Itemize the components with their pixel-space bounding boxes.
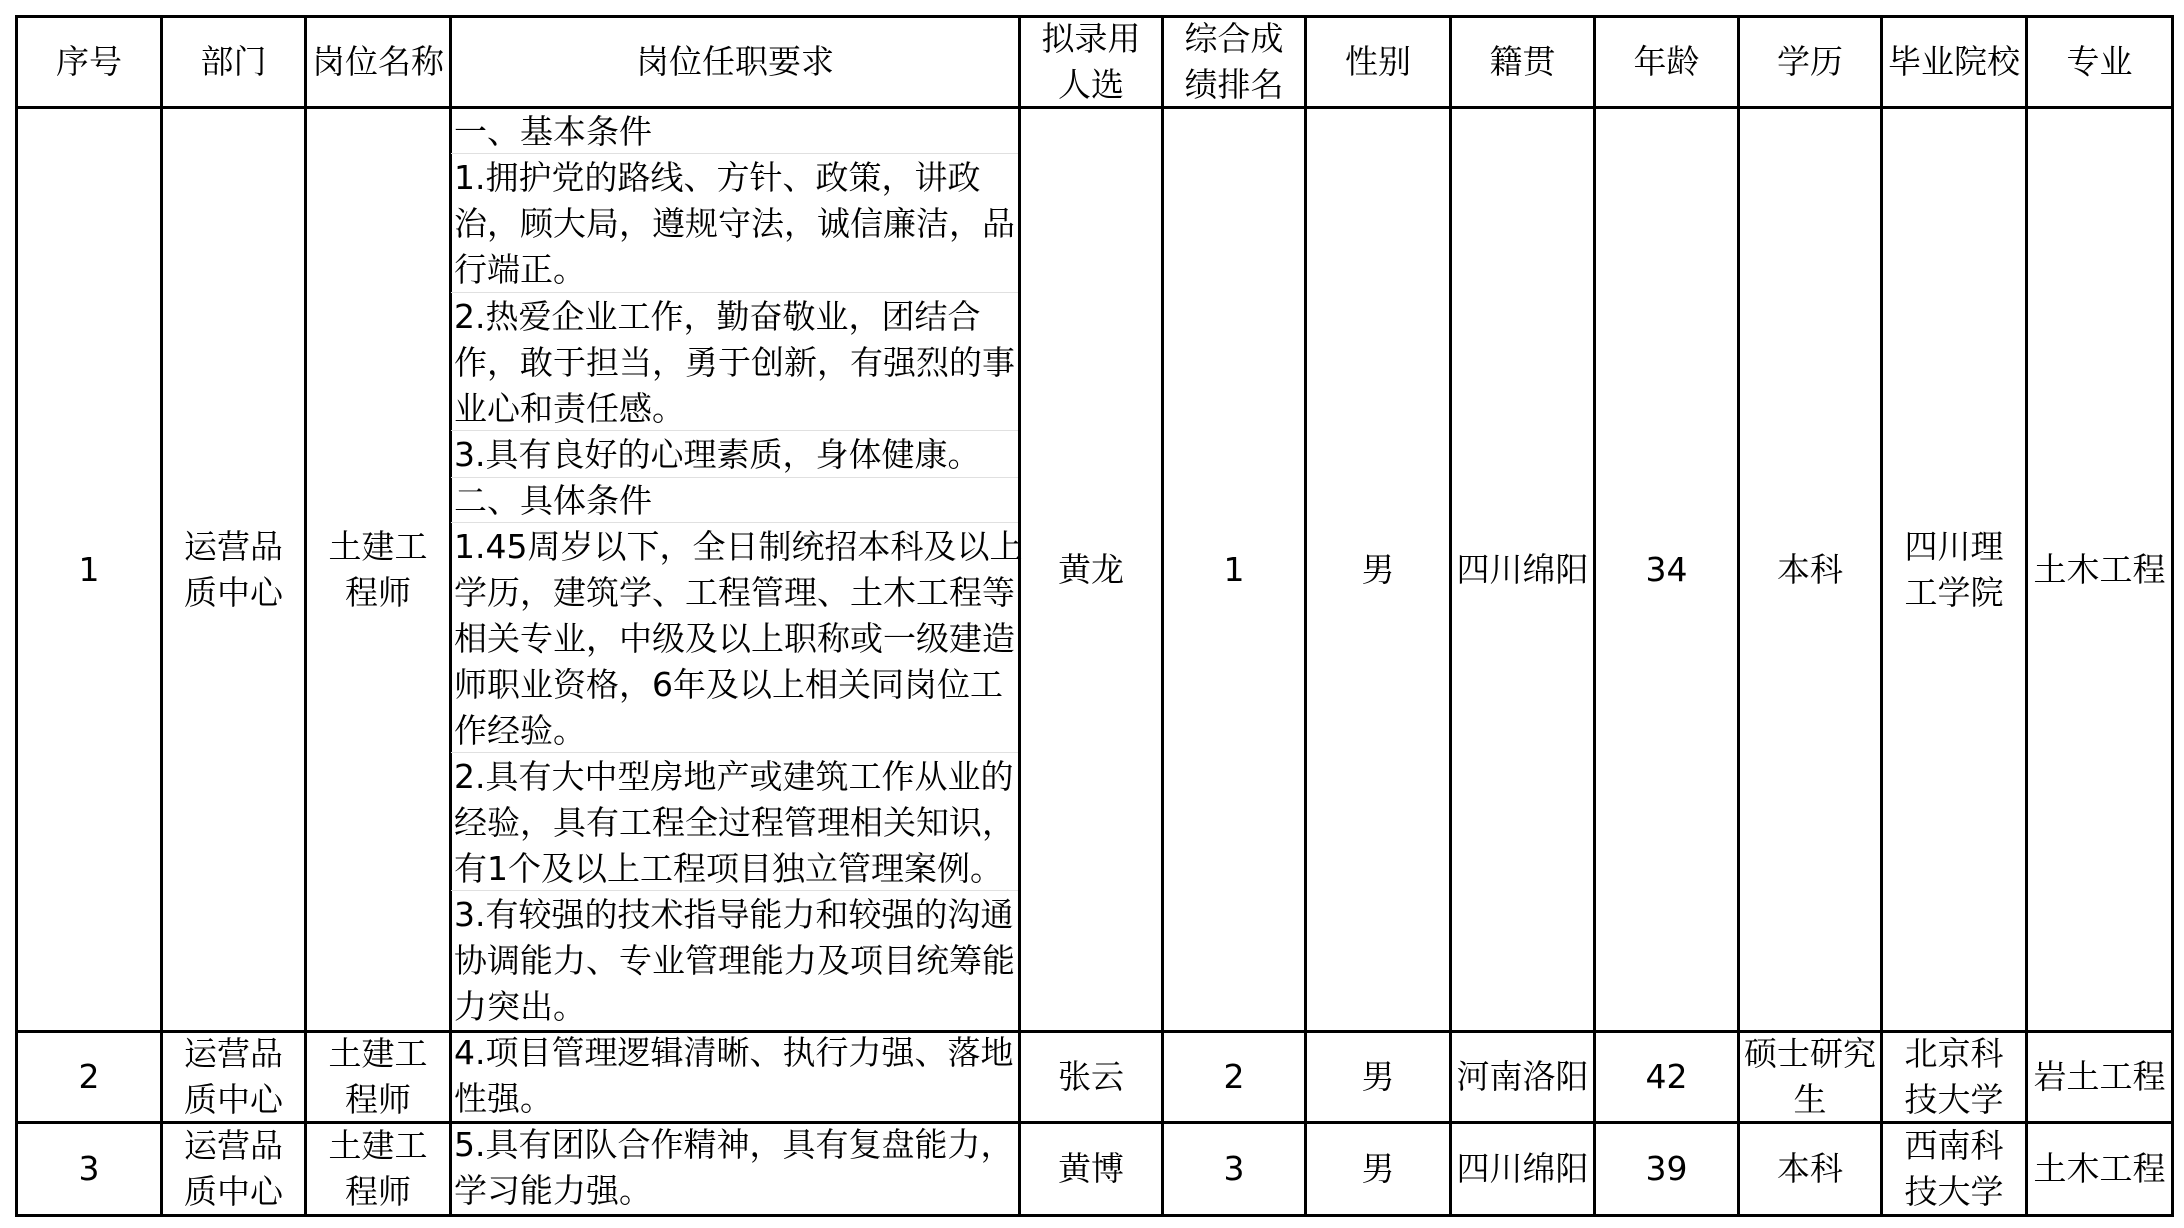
header-dept: 部门 (200, 42, 267, 81)
row3-origin: 四川绵阳 (1456, 1149, 1589, 1188)
header-seq: 序号 (56, 42, 122, 81)
req-line: 3.具有良好的心理素质，身体健康。 (454, 435, 981, 474)
req-line: 1.拥护党的路线、方针、政策，讲政 (454, 158, 981, 197)
header-origin: 籍贯 (1489, 42, 1556, 81)
row1-seq: 1 (78, 549, 100, 589)
row1-candidate: 黄龙 (1058, 549, 1124, 589)
row3-dept: 运营品质中心 (184, 1126, 283, 1211)
req-line: 学习能力强。 (454, 1171, 652, 1210)
row2-rank: 2 (1223, 1057, 1245, 1096)
row2-post: 土建工程师 (328, 1034, 428, 1119)
req-specific-5 (453, 1122, 1014, 1214)
grid-line (2171, 15, 2174, 1217)
req-basic-3 (453, 432, 981, 478)
req-line: 性强。 (454, 1079, 553, 1118)
req-line: 5.具有团队合作精神，具有复盘能力， (454, 1125, 1014, 1164)
req-basic-2 (453, 294, 1015, 432)
req-line: 2.热爱企业工作，勤奋敬业，团结合 (454, 297, 981, 336)
row3-gender: 男 (1361, 1149, 1395, 1188)
req-line: 力突出。 (454, 987, 586, 1026)
req-specific-1 (453, 524, 1022, 754)
row1-gender: 男 (1361, 549, 1395, 589)
row2-seq: 2 (78, 1057, 100, 1096)
row3-rank: 3 (1223, 1149, 1245, 1188)
req-line: 学历，建筑学、工程管理、土木工程等 (454, 573, 1015, 612)
req-specific-heading (453, 478, 652, 524)
row3-major: 土木工程 (2033, 1149, 2166, 1188)
req-line: 有1个及以上工程项目独立管理案例。 (454, 849, 1003, 888)
row3-age: 39 (1645, 1149, 1688, 1188)
row1-dept: 运营品质中心 (184, 526, 283, 612)
header-requirements: 岗位任职要求 (636, 42, 834, 81)
row1-major: 土木工程 (2033, 549, 2166, 589)
header-education: 学历 (1777, 42, 1843, 81)
row1-age: 34 (1645, 549, 1688, 589)
row1-rank: 1 (1223, 549, 1245, 589)
req-line: 1.45周岁以下，全日制统招本科及以上 (454, 527, 1023, 566)
req-line: 经验，具有工程全过程管理相关知识， (454, 803, 1015, 842)
req-line: 作经验。 (454, 711, 586, 750)
req-line: 二、具体条件 (454, 481, 652, 520)
req-line: 师职业资格，6年及以上相关同岗位工 (454, 665, 1003, 704)
req-specific-2 (453, 754, 1015, 892)
header-candidate: 拟录用人选 (1041, 19, 1141, 104)
req-line: 相关专业，中级及以上职称或一级建造 (454, 619, 1015, 658)
req-specific-4 (453, 1030, 1014, 1122)
row2-major: 岩土工程 (2033, 1057, 2166, 1096)
row2-origin: 河南洛阳 (1456, 1057, 1589, 1096)
row2-gender: 男 (1361, 1057, 1395, 1096)
req-line: 3.有较强的技术指导能力和较强的沟通 (454, 895, 1014, 934)
req-line: 作，敢于担当，勇于创新，有强烈的事 (454, 343, 1015, 382)
req-line: 一、基本条件 (454, 112, 652, 151)
req-line: 业心和责任感。 (454, 389, 685, 428)
row2-age: 42 (1645, 1057, 1688, 1096)
req-line: 2.具有大中型房地产或建筑工作从业的 (454, 757, 1014, 796)
req-basic-1 (453, 155, 1015, 293)
row1-origin: 四川绵阳 (1456, 549, 1589, 589)
grid-line (449, 15, 452, 1217)
header-school: 毕业院校 (1888, 42, 2020, 81)
header-post: 岗位名称 (312, 42, 444, 81)
header-gender: 性别 (1345, 42, 1411, 81)
req-line: 行端正。 (454, 250, 586, 289)
header-major: 专业 (2066, 42, 2133, 81)
row3-post: 土建工程师 (328, 1126, 428, 1211)
row3-seq: 3 (78, 1149, 100, 1188)
row2-education: 硕士研究生 (1744, 1034, 1876, 1119)
req-line: 4.项目管理逻辑清晰、执行力强、落地 (454, 1033, 1014, 1072)
header-age: 年龄 (1633, 42, 1700, 81)
row1-post: 土建工程师 (328, 526, 428, 612)
row2-dept: 运营品质中心 (184, 1034, 283, 1119)
req-line: 协调能力、专业管理能力及项目统筹能 (454, 941, 1015, 980)
req-specific-3 (453, 892, 1015, 1030)
row1-education: 本科 (1777, 549, 1843, 589)
row3-education: 本科 (1777, 1149, 1843, 1188)
req-basic-heading (453, 109, 652, 155)
req-line: 治，顾大局，遵规守法，诚信廉洁，品 (454, 204, 1015, 243)
row3-school: 西南科技大学 (1904, 1126, 2004, 1211)
row1-school: 四川理工学院 (1904, 526, 2004, 612)
header-rank: 综合成绩排名 (1184, 19, 1284, 104)
row3-candidate: 黄博 (1058, 1149, 1124, 1188)
row2-candidate: 张云 (1058, 1057, 1124, 1096)
row2-school: 北京科技大学 (1904, 1034, 2004, 1119)
